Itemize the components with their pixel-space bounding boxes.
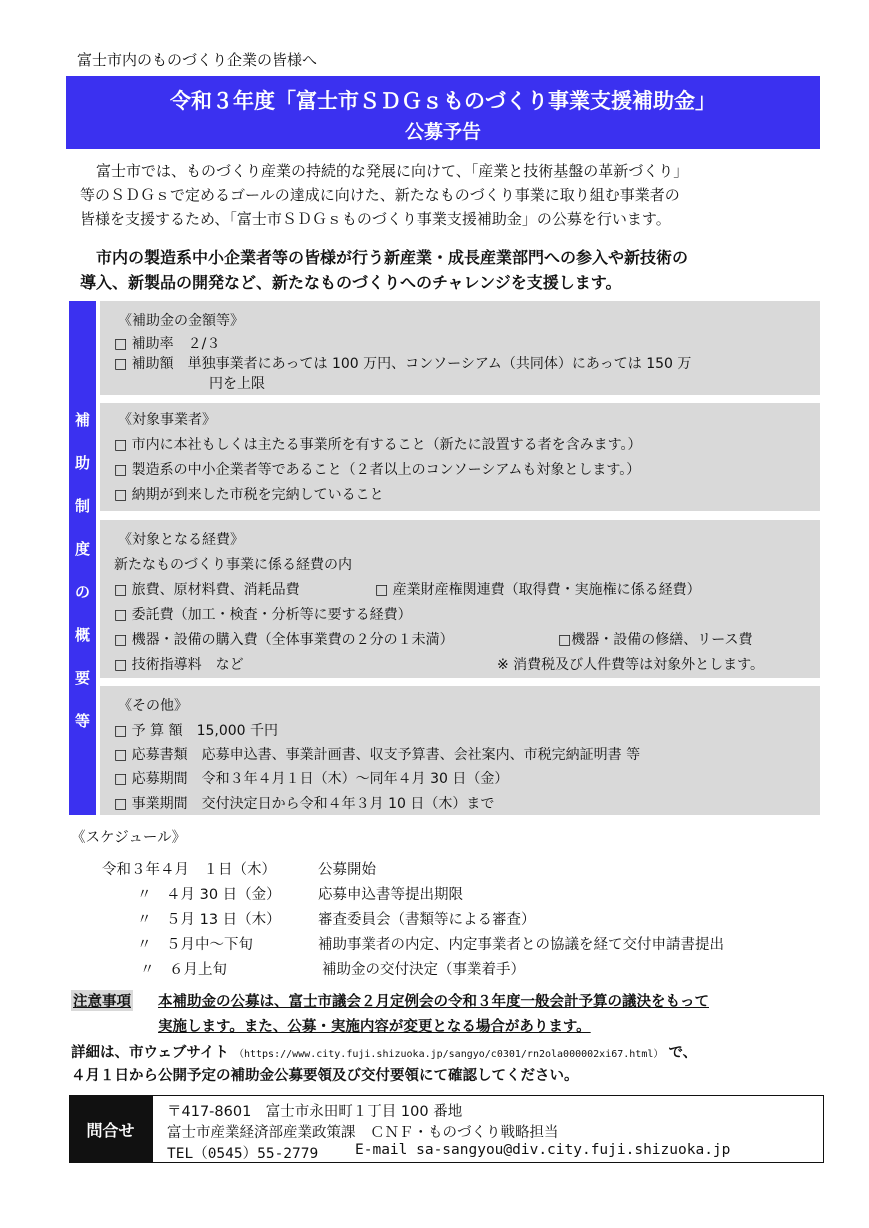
side-char: 制 — [74, 497, 90, 515]
intro-line-1: 富士市では、ものづくり産業の持続的な発展に向けて、「産業と技術基盤の革新づくり」 — [96, 162, 689, 180]
other-term: □ 事業期間 交付決定日から令和４年３月 10 日（木）まで — [114, 796, 495, 812]
expense-item: □ 旅費、原材料費、消耗品費 — [114, 582, 300, 598]
schedule-date: 〃 ５月中～下旬 — [137, 937, 253, 953]
amount-rate: □ 補助率 ２/３ — [114, 336, 221, 352]
amount-sum-cont: 円を上限 — [209, 376, 265, 392]
schedule-event: 審査委員会（書類等による審査） — [318, 912, 536, 928]
detail-suffix: で、 — [668, 1045, 698, 1061]
expense-note: ※ 消費税及び人件費等は対象外とします。 — [497, 657, 765, 673]
contact-box — [152, 1095, 824, 1163]
expense-item: □ 委託費（加工・検査・分析等に要する経費） — [114, 607, 412, 623]
schedule-date: 〃 ６月上旬 — [140, 962, 227, 978]
expense-item: □ 技術指導料 など — [114, 657, 244, 673]
other-period: □ 応募期間 令和３年４月１日（木）～同年４月 30 日（金） — [114, 771, 509, 787]
schedule-date: 〃 ５月 13 日（木） — [137, 912, 281, 928]
expense-item: □機器・設備の修繕、リース費 — [558, 632, 753, 648]
schedule-event: 補助金の交付決定（事業着手） — [322, 962, 525, 978]
contact-department: 富士市産業経済部産業政策課 ＣＮＦ・ものづくり戦略担当 — [167, 1125, 559, 1141]
schedule-heading: 《スケジュール》 — [71, 830, 187, 846]
schedule-date: 令和３年４月 １日（木） — [102, 862, 276, 878]
title-banner — [66, 76, 820, 149]
expenses-panel — [100, 520, 820, 678]
eligible-item: □ 納期が到来した市税を完納していること — [114, 487, 384, 503]
contact-phone: TEL（0545）55-2779 — [167, 1146, 319, 1162]
expense-item: □ 機器・設備の購入費（全体事業費の２分の１未満） — [114, 632, 454, 648]
detail-line-2: ４月１日から公開予定の補助金公募要領及び交付要領にて確認してください。 — [71, 1068, 579, 1084]
schedule-event: 応募申込書等提出期限 — [318, 887, 463, 903]
side-char: 度 — [74, 540, 90, 558]
expenses-heading: 《対象となる経費》 — [118, 532, 244, 548]
intro-line-3: 皆様を支援するため、「富士市ＳＤＧｓものづくり事業支援補助金」の公募を行います。 — [80, 210, 671, 228]
notice-label: 注意事項 — [71, 990, 133, 1011]
overview-side-label — [69, 301, 96, 815]
amount-heading: 《補助金の金額等》 — [118, 313, 244, 329]
page-subtitle: 公募予告 — [404, 121, 481, 143]
expense-item: □ 産業財産権関連費（取得費・実施権に係る経費） — [375, 582, 701, 598]
page-title: 令和３年度「富士市ＳＤＧｓものづくり事業支援補助金」 — [170, 89, 716, 113]
amount-sum: □ 補助額 単独事業者にあっては 100 万円、コンソーシアム（共同体）にあっては 150 万 — [114, 356, 692, 372]
eligible-item: □ 市内に本社もしくは主たる事業所を有すること（新たに設置する者を含みます。） — [114, 437, 642, 453]
eligible-item: □ 製造系の中小企業者等であること（２者以上のコンソーシアムも対象とします。） — [114, 462, 641, 478]
schedule-date: 〃 ４月 30 日（金） — [137, 887, 281, 903]
notice-line-2: 実施します。また、公募・実施内容が変更となる場合があります。 — [158, 1019, 591, 1035]
other-heading: 《その他》 — [118, 698, 188, 714]
other-budget: □ 予 算 額 15,000 千円 — [114, 723, 279, 739]
side-char: 等 — [74, 712, 90, 730]
intro-line-2: 等のＳＤＧｓで定めるゴールの達成に向けた、新たなものづくり事業に取り組む事業者の — [80, 186, 680, 204]
contact-address: 〒417-8601 富士市永田町１丁目 100 番地 — [167, 1104, 463, 1120]
eligible-heading: 《対象事業者》 — [118, 412, 216, 428]
side-char: の — [74, 583, 90, 601]
lead-bold-line-1: 市内の製造系中小企業者等の皆様が行う新産業・成長産業部門への参入や新技術の — [96, 248, 689, 267]
website-url[interactable]: （https://www.city.fuji.shizuoka.jp/sangyo/c0301/rn2ola000002xi67.html） — [233, 1049, 664, 1060]
detail-prefix: 詳細は、市ウェブサイト — [71, 1045, 229, 1061]
contact-email[interactable]: E-mail sa-sangyou@div.city.fuji.shizuoka.jp — [355, 1142, 731, 1158]
detail-line-1 — [71, 1041, 697, 1062]
eligible-panel — [100, 403, 820, 511]
addressee: 富士市内のものづくり企業の皆様へ — [77, 51, 318, 69]
notice-line-1: 本補助金の公募は、富士市議会２月定例会の令和３年度一般会計予算の議決をもって — [158, 994, 709, 1010]
amount-panel — [100, 301, 820, 395]
side-char: 助 — [74, 454, 90, 472]
side-char: 補 — [74, 411, 90, 429]
side-char: 概 — [74, 626, 90, 644]
expenses-intro: 新たなものづくり事業に係る経費の内 — [114, 557, 352, 573]
other-panel — [100, 686, 820, 815]
schedule-event: 公募開始 — [318, 862, 376, 878]
other-docs: □ 応募書類 応募申込書、事業計画書、収支予算書、会社案内、市税完納証明書 等 — [114, 747, 641, 763]
schedule-event: 補助事業者の内定、内定事業者との協議を経て交付申請書提出 — [318, 937, 724, 953]
lead-bold-line-2: 導入、新製品の開発など、新たなものづくりへのチャレンジを支援します。 — [80, 273, 622, 292]
side-char: 要 — [74, 669, 90, 687]
contact-label: 問合せ — [69, 1095, 152, 1163]
